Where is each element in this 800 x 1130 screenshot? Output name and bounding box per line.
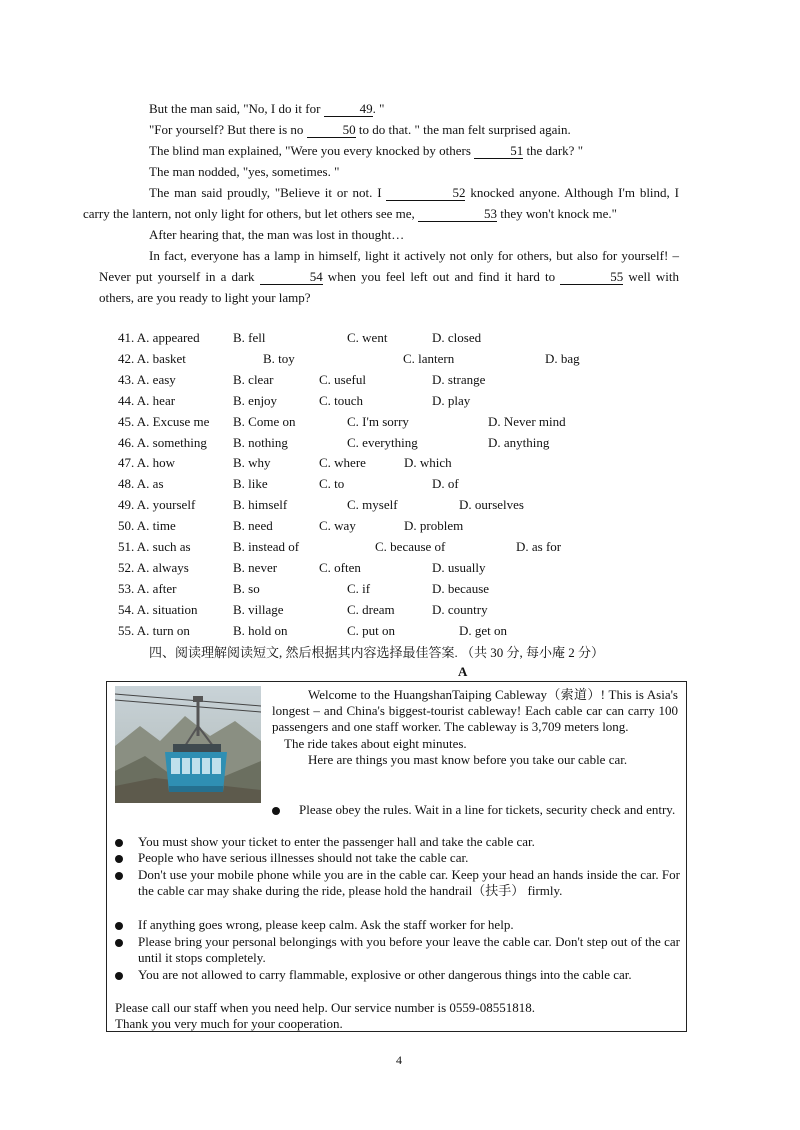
page-number: 4: [396, 1053, 402, 1067]
option-a: 47. A. how: [118, 455, 176, 471]
story-paragraph: But the man said, "No, I do it for 49. ": [149, 101, 385, 116]
blank-51: 51: [474, 144, 523, 159]
option-d: D. of: [432, 476, 459, 492]
story-paragraph: "For yourself? But there is no 50 to do that. " the man felt surprised again.: [149, 122, 571, 137]
option-c: C. useful: [319, 371, 366, 387]
blank-53: 53: [418, 207, 497, 222]
option-a: 41. A. appeared: [118, 330, 200, 345]
option-b: B. never: [233, 559, 278, 575]
option-d: D. usually: [432, 559, 486, 575]
option-d: D. problem: [404, 518, 464, 534]
blank-55: 55: [560, 270, 623, 285]
option-b: B. like: [233, 476, 268, 492]
story-paragraph: The man said proudly, "Believe it or not. I 52 knocked anyone. Although I'm blind, I carry the lantern, not only light for others, but let others see me, 53 they won't knock me.": [83, 185, 679, 221]
intro-paragraph: Welcome to the HuangshanTaiping Cableway（索道）! This is Asia's longest – and China's biggest-tourist cableway! Each cable car can carry 100 passengers and one staff worker. The cableway is 3,709 meters long.: [272, 687, 678, 735]
option-c: C. often: [319, 559, 361, 575]
option-b: B. toy: [263, 350, 295, 366]
option-c: C. if: [347, 580, 371, 596]
bullet-icon: [115, 922, 123, 930]
option-c: C. I'm sorry: [347, 413, 409, 429]
blank-54: 54: [260, 270, 323, 285]
option-d: D. get on: [459, 622, 508, 638]
blank-50: 50: [307, 123, 356, 138]
story-paragraph: The man nodded, "yes, sometimes. ": [149, 164, 340, 179]
story-paragraph: The blind man explained, "Were you every knocked by others 51 the dark? ": [149, 143, 583, 158]
blank-49: 49: [324, 102, 373, 117]
option-c: C. everything: [347, 434, 418, 450]
story-paragraph: In fact, everyone has a lamp in himself, light it actively not only for others, but also for yourself! – Never put yourself in a dark 54 when you feel left out and find it hard to 55 well with others, are you ready to light your lamp?: [99, 248, 679, 305]
option-d: D. closed: [432, 330, 482, 345]
option-c: C. put on: [347, 622, 396, 638]
rule-item: You are not allowed to carry flammable, explosive or other dangerous things into the cable car.: [115, 967, 680, 983]
option-a: 46. A. something: [118, 434, 207, 450]
option-d: D. because: [432, 580, 490, 596]
option-b: B. instead of: [233, 539, 300, 554]
bullet-icon: [115, 872, 123, 880]
option-b: B. why: [233, 455, 271, 471]
bullet-icon: [115, 972, 123, 980]
option-d: D. country: [432, 601, 488, 617]
option-a: 45. A. Excuse me: [118, 413, 210, 429]
bullet-icon: [115, 839, 123, 847]
option-c: C. touch: [319, 392, 364, 408]
option-d: D. Never mind: [488, 413, 566, 429]
option-c: C. where: [319, 455, 366, 471]
option-d: D. bag: [545, 350, 580, 366]
option-a: 49. A. yourself: [118, 497, 196, 513]
option-a: 43. A. easy: [118, 371, 176, 387]
ride-paragraph: The ride takes about eight minutes.: [284, 735, 467, 751]
story-paragraph: After hearing that, the man was lost in thought…: [149, 227, 405, 242]
bullet-icon: [115, 855, 123, 863]
option-d: D. anything: [488, 434, 550, 450]
option-a: 48. A. as: [118, 476, 164, 492]
option-a: 44. A. hear: [118, 392, 176, 408]
option-b: B. need: [233, 518, 273, 534]
bullet-icon: [115, 939, 123, 947]
rule-item: Don't use your mobile phone while you are in the cable car. Keep your head an hands inside the car. For the cable car may shake during the ride, please hold the handrail（扶手） firmly.: [115, 867, 680, 899]
rule-item: You must show your ticket to enter the passenger hall and take the cable car.: [115, 834, 680, 850]
option-c: C. to: [319, 476, 345, 492]
option-b: B. fell: [233, 330, 266, 345]
option-a: 51. A. such as: [118, 539, 191, 554]
option-a: 42. A. basket: [118, 350, 186, 366]
option-c: C. myself: [347, 497, 398, 513]
option-d: D. play: [432, 392, 471, 408]
passage-intro: [272, 687, 678, 768]
reading-passage-box: [106, 681, 687, 1032]
option-b: B. so: [233, 580, 260, 596]
option-a: 53. A. after: [118, 580, 177, 596]
option-d: D. as for: [516, 539, 562, 554]
option-b: B. Come on: [233, 413, 296, 429]
option-a: 55. A. turn on: [118, 622, 190, 638]
option-a: 54. A. situation: [118, 601, 198, 617]
option-a: 50. A. time: [118, 518, 176, 534]
rule-item: People who have serious illnesses should not take the cable car.: [115, 850, 680, 866]
option-d: D. strange: [432, 371, 486, 387]
option-b: B. village: [233, 601, 284, 617]
story-passage: [83, 98, 679, 308]
option-a: 52. A. always: [118, 559, 189, 575]
rule-item: If anything goes wrong, please keep calm. Ask the staff worker for help.: [115, 917, 680, 933]
option-b: B. hold on: [233, 622, 288, 638]
cable-car-photo: [115, 686, 261, 803]
rule-item: Please bring your personal belongings with you before your leave the cable car. Don't step out of the car until it stops completely.: [115, 934, 680, 966]
section-label: A: [458, 664, 468, 679]
option-b: B. enjoy: [233, 392, 278, 408]
service-line: Please call our staff when you need help. Our service number is 0559-08551818.: [115, 1000, 535, 1015]
option-b: B. clear: [233, 371, 274, 387]
section-title: 四、阅读理解阅读短文, 然后根据其内容选择最佳答案. （共 30 分, 每小庵 2 分）: [149, 645, 605, 660]
option-d: D. ourselves: [459, 497, 524, 513]
blank-52: 52: [386, 186, 465, 201]
option-b: B. himself: [233, 497, 288, 513]
option-c: C. dream: [347, 601, 395, 617]
thanks-line: Thank you very much for your cooperation.: [115, 1016, 343, 1031]
lead-paragraph: Here are things you mast know before you take our cable car.: [308, 751, 628, 767]
option-c: C. lantern: [403, 350, 455, 366]
option-c: C. went: [347, 330, 388, 345]
rule-text: Please obey the rules. Wait in a line for tickets, security check and entry.: [299, 802, 676, 817]
option-b: B. nothing: [233, 434, 288, 450]
option-c: C. because of: [375, 539, 446, 554]
option-d: D. which: [404, 455, 452, 471]
option-c: C. way: [319, 518, 356, 534]
